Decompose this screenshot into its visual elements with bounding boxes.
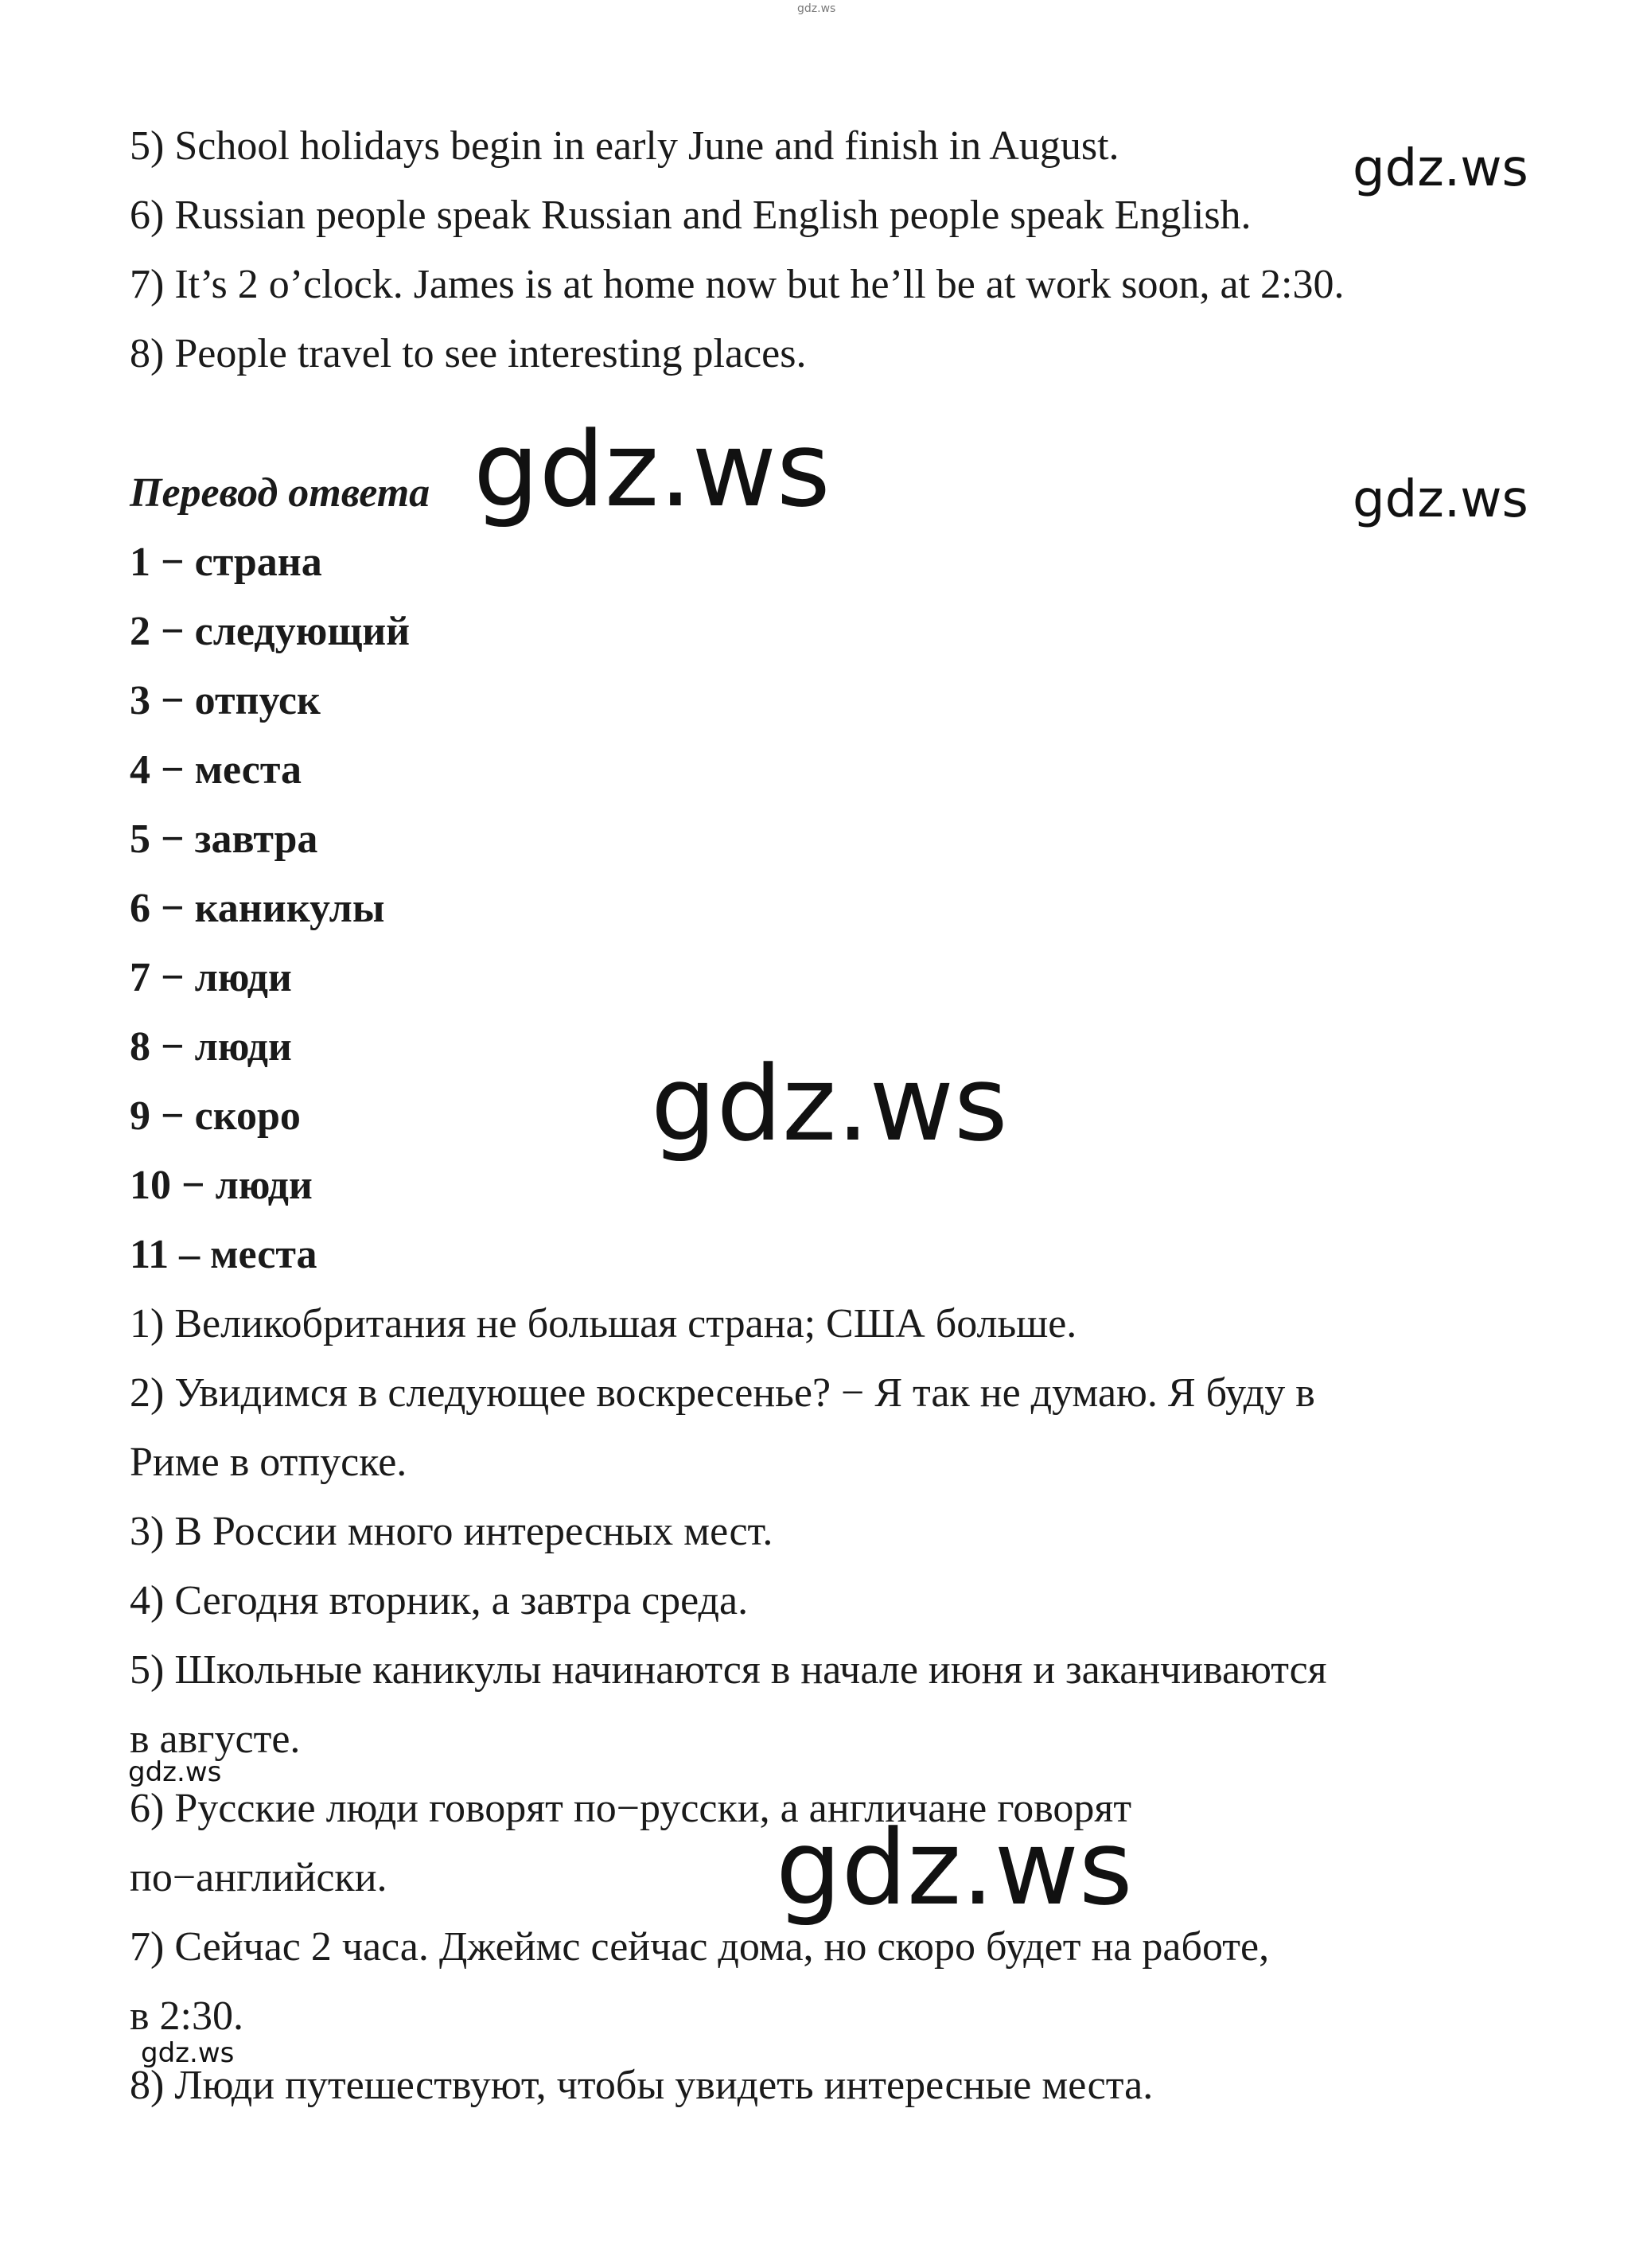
watermark-right: gdz.ws <box>1353 470 1528 529</box>
watermark-top: gdz.ws <box>797 2 836 15</box>
translation-line: 3) В России много интересных мест. <box>130 1509 773 1554</box>
answer-item-7: 7 − люди <box>130 955 292 1000</box>
answer-item-3: 3 − отпуск <box>130 678 321 723</box>
answer-item-1: 1 − страна <box>130 540 322 585</box>
translation-line: 8) Люди путешествуют, чтобы увидеть интересные места. <box>130 2063 1154 2108</box>
english-sentence-8: 8) People travel to see interesting places. <box>130 331 807 376</box>
translation-line: 5) Школьные каникулы начинаются в начале июня и заканчиваются <box>130 1647 1327 1693</box>
answer-item-8: 8 − люди <box>130 1024 292 1070</box>
watermark-lower: gdz.ws <box>776 1807 1133 1928</box>
translation-line: 1) Великобритания не большая страна; США больше. <box>130 1301 1077 1346</box>
answer-item-9: 9 − скоро <box>130 1093 301 1139</box>
answer-item-10: 10 − люди <box>130 1163 313 1208</box>
english-sentence-6: 6) Russian people speak Russian and English people speak English. <box>130 193 1252 238</box>
translation-line: Риме в отпуске. <box>130 1440 407 1485</box>
watermark-center: gdz.ws <box>651 1043 1008 1164</box>
english-sentence-5: 5) School holidays begin in early June and finish in August. <box>130 123 1119 169</box>
translation-line: по−английски. <box>130 1855 387 1900</box>
answer-item-11: 11 – места <box>130 1232 317 1277</box>
translation-heading: Перевод ответа <box>130 470 430 516</box>
answer-item-5: 5 − завтра <box>130 816 318 862</box>
watermark-heading: gdz.ws <box>473 409 831 530</box>
watermark-small-left: gdz.ws <box>128 1756 222 1788</box>
translation-line: 2) Увидимся в следующее воскресенье? − Я так не думаю. Я буду в <box>130 1370 1315 1416</box>
english-sentence-7: 7) It’s 2 o’clock. James is at home now but he’ll be at work soon, at 2:30. <box>130 262 1345 307</box>
translation-line: 4) Сегодня вторник, а завтра среда. <box>130 1578 749 1623</box>
answer-item-6: 6 − каникулы <box>130 886 385 931</box>
answer-item-2: 2 − следующий <box>130 609 411 654</box>
translation-line: в 2:30. <box>130 1993 243 2039</box>
watermark-top-right: gdz.ws <box>1353 139 1528 198</box>
answer-item-4: 4 − места <box>130 747 302 793</box>
translation-line: в августе. <box>130 1717 301 1762</box>
watermark-small-bottom: gdz.ws <box>141 2037 235 2069</box>
translation-line: 7) Сейчас 2 часа. Джеймс сейчас дома, но скоро будет на работе, <box>130 1924 1270 1970</box>
translation-line: 6) Русские люди говорят по−русски, а англичане говорят <box>130 1786 1132 1831</box>
